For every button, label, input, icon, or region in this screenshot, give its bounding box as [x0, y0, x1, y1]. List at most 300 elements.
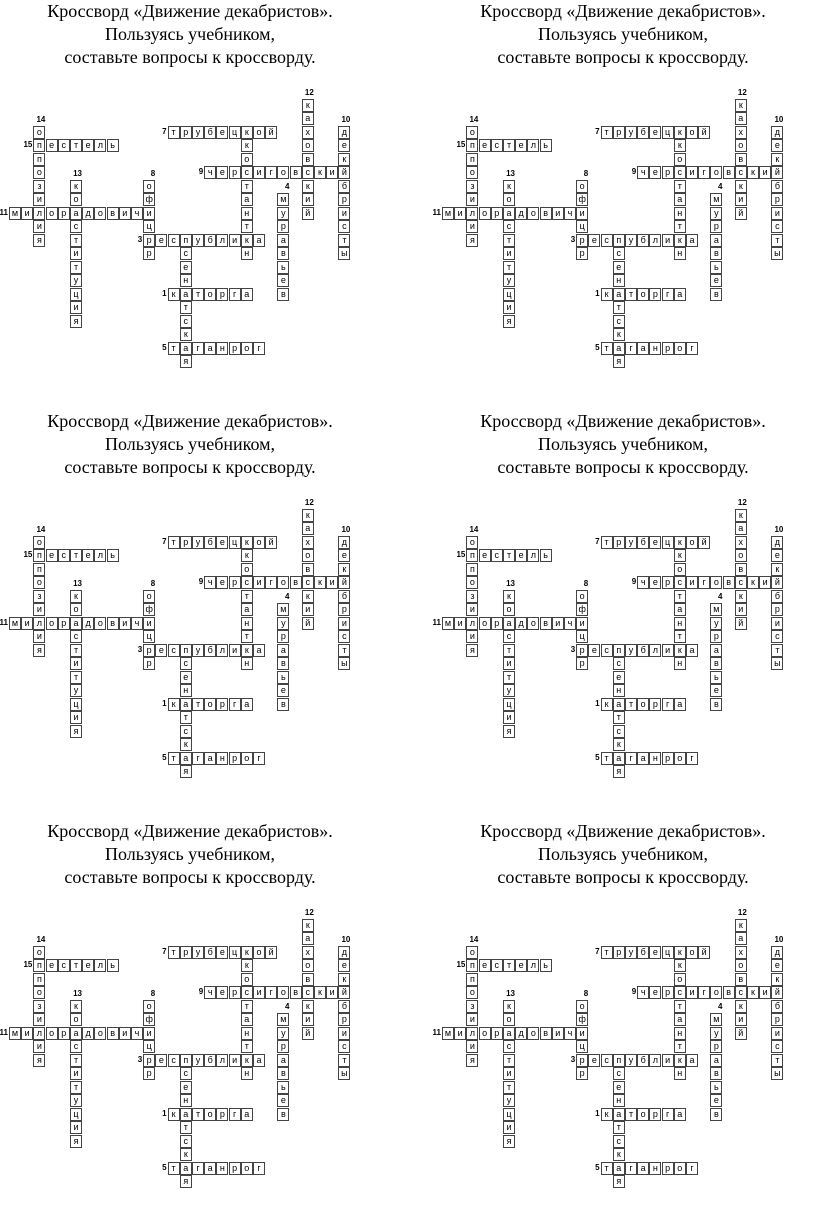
crossword-cell: л — [33, 207, 45, 220]
crossword-cell: о — [241, 752, 253, 765]
crossword-cell: п — [33, 549, 45, 562]
crossword-cell: ы — [771, 247, 783, 260]
crossword-cell: и — [503, 711, 515, 724]
crossword-cell: ц — [503, 698, 515, 711]
crossword-cell: е — [710, 684, 722, 697]
crossword-cell: р — [613, 536, 625, 549]
clue-number: 13 — [506, 988, 515, 998]
crossword-cell: х — [735, 536, 747, 549]
crossword-cell: б — [771, 180, 783, 193]
crossword-panel — [433, 0, 816, 400]
crossword-cell: о — [466, 536, 478, 549]
crossword-cell: а — [70, 207, 82, 220]
crossword-cell: к — [674, 644, 686, 657]
crossword-cell: с — [601, 644, 613, 657]
crossword-cell: п — [180, 234, 192, 247]
crossword-cell: в — [107, 207, 119, 220]
crossword-cell: т — [168, 1162, 180, 1175]
crossword-cell: о — [674, 752, 686, 765]
crossword-cell: е — [649, 946, 661, 959]
crossword-cell: г — [686, 1162, 698, 1175]
crossword-cell: о — [503, 603, 515, 616]
crossword-cell: а — [686, 1054, 698, 1067]
crossword-cell: ч — [637, 166, 649, 179]
crossword-cell: и — [70, 1067, 82, 1080]
clue-number: 12 — [304, 87, 314, 97]
crossword-cell: о — [466, 986, 478, 999]
crossword-cell: с — [302, 986, 314, 999]
crossword-cell: к — [302, 509, 314, 522]
crossword-cell: к — [503, 1000, 515, 1013]
crossword-cell: а — [674, 603, 686, 616]
crossword-cell: ц — [70, 1108, 82, 1121]
crossword-cell: т — [168, 946, 180, 959]
crossword-panel — [433, 410, 816, 810]
crossword-cell: и — [771, 617, 783, 630]
crossword-cell: о — [576, 1000, 588, 1013]
crossword-cell: к — [241, 644, 253, 657]
crossword-cell: с — [302, 166, 314, 179]
crossword-cell: т — [625, 1108, 637, 1121]
crossword-cell: п — [613, 644, 625, 657]
crossword-cell: в — [277, 1067, 289, 1080]
clue-number: 5 — [162, 1162, 167, 1172]
crossword-cell: ч — [564, 617, 576, 630]
crossword-cell: с — [491, 549, 503, 562]
crossword-cell: ч — [204, 576, 216, 589]
crossword-cell: к — [747, 986, 759, 999]
clue-number: 7 — [162, 126, 167, 136]
crossword-cell: к — [180, 1148, 192, 1161]
crossword-cell: н — [613, 1094, 625, 1107]
crossword-cell: т — [771, 234, 783, 247]
crossword-cell: ч — [564, 207, 576, 220]
clue-number: 4 — [717, 182, 723, 191]
crossword-cell: с — [70, 630, 82, 643]
clue-number: 1 — [162, 1108, 167, 1118]
crossword-cell: а — [710, 644, 722, 657]
clue-number: 10 — [774, 934, 784, 944]
crossword-cell: н — [649, 1162, 661, 1175]
crossword-cell: к — [674, 139, 686, 152]
crossword-cell: о — [503, 193, 515, 206]
crossword-cell: е — [82, 549, 94, 562]
crossword-cell: и — [33, 220, 45, 233]
crossword-cell: и — [70, 711, 82, 724]
crossword-cell: и — [466, 193, 478, 206]
crossword-cell: р — [143, 234, 155, 247]
crossword-cell: г — [253, 1162, 265, 1175]
clue-number: 3 — [137, 644, 143, 654]
crossword-cell: т — [625, 288, 637, 301]
crossword-cell: и — [70, 657, 82, 670]
crossword-cell: е — [216, 536, 228, 549]
clue-number: 3 — [137, 234, 143, 244]
crossword-cell: е — [515, 549, 527, 562]
crossword-cell: н — [649, 342, 661, 355]
crossword-cell: т — [613, 301, 625, 314]
crossword-cell: т — [674, 1040, 686, 1053]
crossword-cell: я — [466, 234, 478, 247]
crossword-cell: о — [466, 946, 478, 959]
crossword-cell: о — [735, 549, 747, 562]
crossword-cell: ч — [131, 1027, 143, 1040]
title-line: составьте вопросы к кроссворду. — [64, 47, 316, 67]
crossword-cell: с — [613, 1135, 625, 1148]
clue-number: 3 — [570, 644, 576, 654]
crossword-cell: е — [588, 1054, 600, 1067]
crossword-cell: и — [503, 1121, 515, 1134]
crossword-cell: к — [70, 590, 82, 603]
crossword-cell: а — [253, 234, 265, 247]
crossword-cell: м — [277, 1013, 289, 1026]
crossword-cell: а — [180, 1108, 192, 1121]
crossword-cell: й — [698, 536, 710, 549]
crossword-cell: у — [503, 684, 515, 697]
clue-number: 13 — [73, 168, 82, 178]
crossword-cell: е — [515, 139, 527, 152]
crossword-cell: в — [710, 288, 722, 301]
crossword-cell: о — [253, 946, 265, 959]
crossword-cell: о — [277, 986, 289, 999]
crossword-cell: г — [229, 288, 241, 301]
crossword-cell: ы — [338, 1067, 350, 1080]
crossword-cell: в — [710, 247, 722, 260]
crossword-cell: и — [662, 234, 674, 247]
clue-number: 3 — [570, 234, 576, 244]
crossword-cell: о — [46, 207, 58, 220]
crossword-cell: т — [192, 698, 204, 711]
crossword-cell: а — [710, 1054, 722, 1067]
crossword-cell: м — [9, 207, 21, 220]
crossword-cell: и — [503, 301, 515, 314]
crossword-cell: л — [466, 207, 478, 220]
crossword-cell: к — [613, 738, 625, 751]
crossword-cell: т — [168, 752, 180, 765]
crossword-cell: б — [204, 644, 216, 657]
crossword-cell: я — [613, 355, 625, 368]
crossword-cell: а — [637, 752, 649, 765]
crossword-cell: о — [70, 193, 82, 206]
crossword-cell: р — [662, 166, 674, 179]
crossword-cell: а — [674, 288, 686, 301]
crossword-cell: г — [686, 342, 698, 355]
title-line: Кроссворд «Движение декабристов». — [47, 1, 333, 21]
crossword-cell: т — [625, 698, 637, 711]
crossword-cell: и — [229, 1054, 241, 1067]
crossword-cell: л — [216, 1054, 228, 1067]
crossword-cell: г — [662, 288, 674, 301]
crossword-cell: л — [94, 549, 106, 562]
crossword-cell: п — [466, 563, 478, 576]
crossword-cell: о — [204, 698, 216, 711]
crossword-cell: и — [662, 1054, 674, 1067]
clue-number: 8 — [583, 168, 589, 178]
crossword-cell: ц — [576, 630, 588, 643]
crossword-cell: г — [662, 698, 674, 711]
crossword-cell: а — [503, 617, 515, 630]
title-line: Кроссворд «Движение декабристов». — [480, 411, 766, 431]
crossword-cell: м — [277, 603, 289, 616]
crossword-cell: о — [527, 617, 539, 630]
clue-number: 4 — [284, 1002, 290, 1011]
crossword-cell: р — [277, 220, 289, 233]
crossword-cell: ь — [540, 139, 552, 152]
crossword-cell: м — [710, 1013, 722, 1026]
crossword-cell: л — [527, 959, 539, 972]
crossword-cell: о — [576, 590, 588, 603]
crossword-cell: с — [241, 986, 253, 999]
crossword-cell: г — [625, 1162, 637, 1175]
crossword-cell: б — [204, 536, 216, 549]
crossword-cell: к — [735, 99, 747, 112]
crossword-cell: а — [710, 234, 722, 247]
crossword-cell: а — [735, 112, 747, 125]
crossword-cell: а — [613, 752, 625, 765]
crossword-cell: с — [338, 630, 350, 643]
crossword-cell: к — [180, 738, 192, 751]
crossword-cell: ц — [503, 1108, 515, 1121]
crossword-cell: т — [601, 946, 613, 959]
crossword-cell: е — [771, 959, 783, 972]
crossword-cell: и — [33, 193, 45, 206]
crossword-cell: п — [466, 549, 478, 562]
crossword-cell: у — [503, 274, 515, 287]
crossword-cell: р — [216, 1108, 228, 1121]
crossword-cell: б — [637, 536, 649, 549]
crossword-cell: к — [601, 698, 613, 711]
clue-number: 4 — [284, 592, 290, 601]
crossword-cell: х — [302, 126, 314, 139]
crossword-cell: й — [302, 1027, 314, 1040]
crossword-cell: с — [771, 630, 783, 643]
crossword-cell: с — [491, 959, 503, 972]
crossword-cell: а — [180, 1162, 192, 1175]
crossword-cell: а — [241, 193, 253, 206]
crossword-cell: а — [277, 234, 289, 247]
crossword-cell: е — [338, 959, 350, 972]
crossword-cell: и — [552, 617, 564, 630]
crossword-cell: п — [613, 234, 625, 247]
crossword-cell: у — [192, 644, 204, 657]
crossword-cell: с — [613, 725, 625, 738]
crossword-cell: т — [674, 220, 686, 233]
clue-number: 14 — [469, 114, 479, 124]
crossword-cell: к — [302, 919, 314, 932]
crossword-cell: е — [216, 946, 228, 959]
crossword-cell: с — [674, 576, 686, 589]
crossword-cell: о — [466, 166, 478, 179]
crossword-cell: и — [503, 657, 515, 670]
crossword-cell: ц — [143, 1040, 155, 1053]
clue-number: 9 — [198, 987, 204, 996]
crossword-cell: н — [674, 247, 686, 260]
crossword-cell: с — [771, 220, 783, 233]
crossword-cell: з — [33, 180, 45, 193]
crossword-cell: к — [747, 166, 759, 179]
clue-number: 11 — [432, 1027, 441, 1037]
crossword-cell: б — [771, 1000, 783, 1013]
crossword-cell: б — [338, 590, 350, 603]
crossword-cell: с — [601, 234, 613, 247]
crossword-cell: р — [216, 288, 228, 301]
crossword-cell: к — [168, 1108, 180, 1121]
crossword-cell: е — [771, 139, 783, 152]
crossword-cell: д — [338, 126, 350, 139]
crossword-cell: и — [338, 207, 350, 220]
crossword-cell: у — [503, 1094, 515, 1107]
crossword-cell: и — [326, 986, 338, 999]
crossword-cell: к — [674, 234, 686, 247]
crossword-cell: р — [143, 644, 155, 657]
crossword-cell: о — [637, 698, 649, 711]
crossword-cell: г — [192, 342, 204, 355]
crossword-cell: о — [674, 153, 686, 166]
clue-number: 9 — [631, 167, 637, 176]
clue-number: 14 — [36, 114, 46, 124]
crossword-cell: р — [649, 1108, 661, 1121]
crossword-cell: р — [662, 752, 674, 765]
crossword-cell: р — [180, 126, 192, 139]
crossword-cell: е — [649, 126, 661, 139]
clue-number: 5 — [162, 752, 167, 762]
crossword-cell: а — [613, 1162, 625, 1175]
crossword-cell: р — [216, 698, 228, 711]
crossword-cell: к — [70, 180, 82, 193]
crossword-cell: г — [265, 166, 277, 179]
crossword-cell: о — [735, 959, 747, 972]
crossword-cell: и — [686, 576, 698, 589]
crossword-cell: й — [771, 986, 783, 999]
crossword-cell: а — [302, 932, 314, 945]
crossword-cell: о — [302, 959, 314, 972]
crossword-cell: м — [710, 603, 722, 616]
crossword-cell: м — [9, 1027, 21, 1040]
crossword-cell: к — [771, 563, 783, 576]
crossword-cell: л — [94, 959, 106, 972]
clue-number: 1 — [595, 698, 600, 708]
crossword-cell: п — [466, 959, 478, 972]
crossword-cell: е — [479, 549, 491, 562]
crossword-cell: о — [143, 1000, 155, 1013]
crossword-cell: е — [588, 644, 600, 657]
crossword-cell: ч — [637, 986, 649, 999]
crossword-cell: ь — [540, 549, 552, 562]
crossword-cell: к — [70, 1000, 82, 1013]
crossword-grid — [0, 410, 408, 810]
crossword-cell: т — [503, 261, 515, 274]
crossword-cell: р — [58, 1027, 70, 1040]
crossword-cell: к — [674, 1054, 686, 1067]
crossword-cell: к — [735, 1000, 747, 1013]
crossword-cell: й — [302, 617, 314, 630]
crossword-cell: к — [314, 166, 326, 179]
crossword-cell: и — [229, 644, 241, 657]
crossword-cell: ч — [637, 576, 649, 589]
crossword-cell: о — [479, 1027, 491, 1040]
crossword-cell: е — [180, 261, 192, 274]
crossword-cell: и — [454, 207, 466, 220]
crossword-cell: о — [204, 1108, 216, 1121]
crossword-cell: р — [662, 576, 674, 589]
clue-number: 14 — [36, 934, 46, 944]
crossword-cell: х — [735, 126, 747, 139]
crossword-cell: ф — [143, 603, 155, 616]
crossword-cell: о — [302, 139, 314, 152]
crossword-cell: ь — [277, 1081, 289, 1094]
crossword-cell: е — [155, 1054, 167, 1067]
crossword-cell: т — [503, 234, 515, 247]
clue-number: 13 — [506, 168, 515, 178]
crossword-cell: х — [302, 536, 314, 549]
crossword-cell: е — [515, 959, 527, 972]
crossword-cell: ц — [576, 220, 588, 233]
crossword-cell: п — [33, 153, 45, 166]
crossword-cell: и — [326, 576, 338, 589]
crossword-cell: т — [503, 644, 515, 657]
crossword-cell: е — [46, 549, 58, 562]
crossword-cell: а — [277, 644, 289, 657]
crossword-cell: в — [710, 657, 722, 670]
crossword-cell: в — [735, 153, 747, 166]
crossword-cell: с — [613, 657, 625, 670]
crossword-cell: и — [454, 617, 466, 630]
crossword-cell: о — [46, 1027, 58, 1040]
crossword-cell: р — [338, 193, 350, 206]
crossword-cell: е — [155, 644, 167, 657]
title-line: Кроссворд «Движение декабристов». — [480, 1, 766, 21]
crossword-cell: е — [649, 166, 661, 179]
crossword-cell: р — [58, 207, 70, 220]
crossword-cell: а — [204, 752, 216, 765]
crossword-cell: р — [649, 698, 661, 711]
crossword-cell: о — [686, 536, 698, 549]
crossword-cell: й — [265, 946, 277, 959]
crossword-cell: ц — [229, 536, 241, 549]
crossword-cell: м — [442, 207, 454, 220]
crossword-cell: р — [229, 986, 241, 999]
crossword-cell: н — [241, 207, 253, 220]
crossword-cell: к — [735, 919, 747, 932]
crossword-cell: м — [442, 617, 454, 630]
crossword-cell: р — [771, 1013, 783, 1026]
crossword-cell: в — [540, 1027, 552, 1040]
crossword-cell: е — [338, 549, 350, 562]
crossword-cell: д — [515, 1027, 527, 1040]
crossword-cell: с — [491, 139, 503, 152]
crossword-cell: г — [253, 752, 265, 765]
crossword-cell: т — [601, 1162, 613, 1175]
crossword-cell: о — [710, 576, 722, 589]
clue-number: 15 — [456, 140, 466, 149]
clue-number: 8 — [583, 988, 589, 998]
crossword-cell: т — [601, 752, 613, 765]
crossword-cell: г — [625, 752, 637, 765]
crossword-cell: м — [9, 617, 21, 630]
crossword-cell: б — [204, 1054, 216, 1067]
crossword-cell: р — [576, 1054, 588, 1067]
crossword-cell: с — [70, 220, 82, 233]
crossword-panel — [0, 820, 408, 1220]
crossword-cell: л — [466, 1027, 478, 1040]
crossword-cell: е — [710, 274, 722, 287]
crossword-cell: ь — [710, 261, 722, 274]
crossword-cell: к — [302, 180, 314, 193]
crossword-cell: с — [58, 549, 70, 562]
crossword-cell: р — [576, 247, 588, 260]
crossword-cell: к — [735, 180, 747, 193]
crossword-cell: о — [94, 1027, 106, 1040]
